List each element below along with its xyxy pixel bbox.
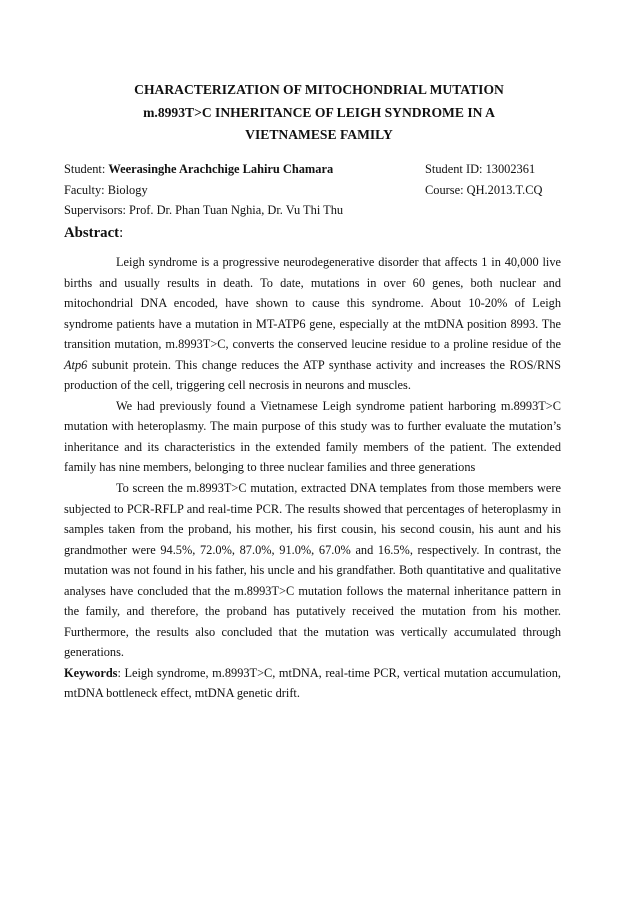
abstract-heading (64, 225, 123, 242)
course: Course: QH.2013.T.CQ (425, 183, 543, 197)
paragraph-1-part-b: subunit protein. This change reduces the ATP synthase activity and increases the ROS/RNS production of the cell, triggering cell necrosis in neurons and muscles. (64, 357, 561, 393)
abstract-heading-colon: : (119, 225, 124, 241)
abstract-heading-text: Abstract (64, 225, 120, 241)
student-line (64, 162, 333, 177)
student-label: Student: (64, 162, 109, 176)
faculty: Faculty: Biology (64, 183, 148, 197)
student-name: Weerasinghe Arachchige Lahiru Chamara (108, 162, 334, 176)
keywords (64, 663, 561, 704)
paper-title (64, 79, 574, 147)
title-line-2: m.8993T>C INHERITANCE OF LEIGH SYNDROME IN A (143, 104, 495, 120)
student-id: Student ID: 13002361 (425, 162, 536, 176)
title-line-3: VIETNAMESE FAMILY (245, 127, 393, 142)
abstract-paragraph-3: To screen the m.8993T>C mutation, extracted DNA templates from those members were subjected to PCR-RFLP and real-time PCR. The results showed that percentages of heteroplasmy in samples taken from the proband, his mother, his first cousin, his second cousin, his aunt and his grandmother were 94.5%, 72.0%, 87.0%, 91.0%, 67.0% and 16.5%, respectively. In contrast, the mutation was not found in his father, his uncle and his grandfather. Both quantitative and qualitative analyses have concluded that the m.8993T>C mutation follows the maternal inheritance pattern in the family, and therefore, the proband has putatively received the mutation from his mother. Furthermore, the results also concluded that the mutation was vertically accumulated through generations. (64, 481, 561, 660)
gene-name-italic: Atp6 (64, 357, 88, 372)
supervisors: Supervisors: Prof. Dr. Phan Tuan Nghia, Dr. Vu Thi Thu (64, 203, 344, 217)
keywords-text: : Leigh syndrome, m.8993T>C, mtDNA, real-time PCR, vertical mutation accumulation, mtDNA bottleneck effect, mtDNA genetic drift. (64, 665, 561, 701)
abstract-paragraph-1 (64, 252, 561, 396)
abstract-body (64, 252, 561, 704)
paragraph-1-part-a: Leigh syndrome is a progressive neurodegenerative disorder that affects 1 in 40,000 live births and usually results in death. To date, mutations in over 60 genes, both nuclear and mitochondrial DNA encoded, have shown to cause this syndrome. About 10-20% of Leigh syndrome patients have a mutation in MT-ATP6 gene, especially at the mtDNA position 8993. The transition mutation, m.8993T>C, converts the conserved leucine residue to a proline residue of the (64, 255, 561, 352)
keywords-label: Keywords (64, 665, 118, 680)
abstract-paragraph-2: We had previously found a Vietnamese Leigh syndrome patient harboring m.8993T>C mutation with heteroplasmy. The main purpose of this study was to further evaluate the mutation’s inheritance and its characteristics in the extended family members of the patient. The extended family has nine members, belonging to three nuclear families and three generations (64, 398, 561, 475)
title-line-1: CHARACTERIZATION OF MITOCHONDRIAL MUTATION (134, 82, 504, 97)
